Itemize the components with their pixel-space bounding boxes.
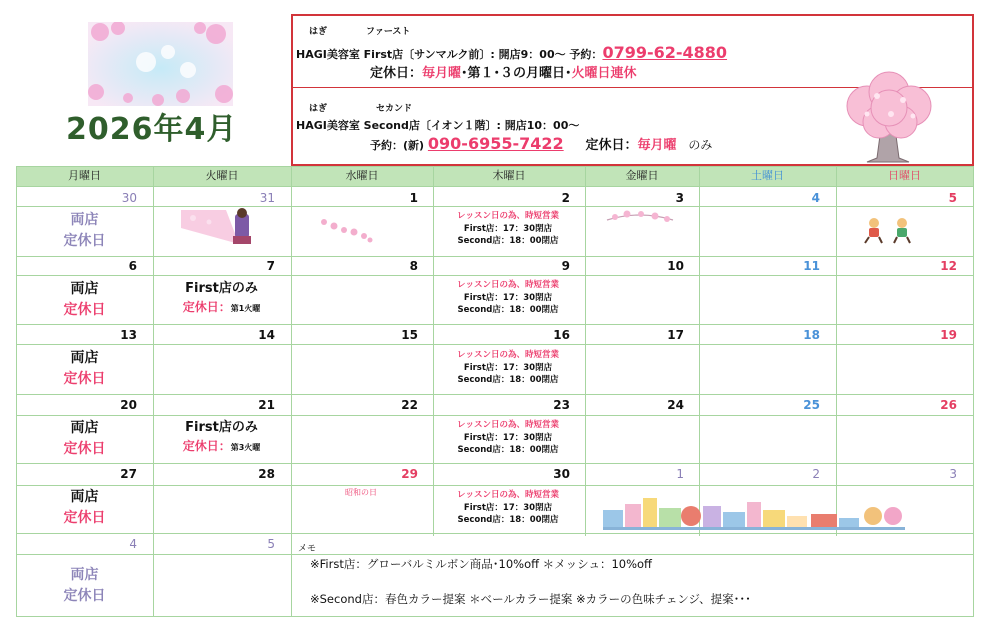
shop1-closed-mid: ･第１･３の月曜日･ xyxy=(461,66,572,81)
children-running-icon xyxy=(862,216,916,244)
day-number: 11 xyxy=(803,259,820,273)
both-closed-note: 両店 定休日 xyxy=(63,281,106,318)
shop1-closed-tail: 火曜日連休 xyxy=(571,66,637,81)
grid-line xyxy=(16,394,973,395)
day-number: 13 xyxy=(120,328,137,342)
shop2-closed-label: 定休日： xyxy=(585,138,638,153)
both-closed-note: 両店 定休日 xyxy=(63,567,106,604)
day-number: 15 xyxy=(401,328,418,342)
grid-line xyxy=(291,166,292,617)
grid-line xyxy=(16,344,973,345)
shop1-furigana-hagi: はぎ xyxy=(309,27,328,37)
day-number: 26 xyxy=(940,398,957,412)
day-number: 24 xyxy=(667,398,684,412)
day-number: 18 xyxy=(803,328,820,342)
holiday-label: 昭和の日 xyxy=(345,488,377,497)
lesson-short-hours-note: レッスン日の為、時短営業 First店：17：30閉店 Second店：18：00閉店 xyxy=(457,211,559,246)
first-only-closed-note: First店のみ 定休日：第3火曜 xyxy=(182,420,261,453)
day-number: 25 xyxy=(803,398,820,412)
memo-label: メモ xyxy=(298,544,317,554)
day-number: 2 xyxy=(812,467,820,481)
grid-line xyxy=(16,533,973,534)
shop1-hours-text: HAGI美容室 First店〔サンマルク前〕: 開店9：00～ 予約： xyxy=(296,48,603,61)
day-number: 12 xyxy=(940,259,957,273)
memo-line-second: ※Second店：春色カラー提案 ＊ベールカラー提案 ※カラーの色味チェンジ、提案･･･ xyxy=(310,592,751,606)
shop1-closed-label: 定休日： xyxy=(370,66,423,81)
day-number: 19 xyxy=(940,328,957,342)
day-number: 4 xyxy=(129,537,137,551)
grid-line xyxy=(16,206,973,207)
calendar-title: 2026年4月 xyxy=(66,112,238,147)
grid-line xyxy=(16,256,973,257)
weekday-wed: 水曜日 xyxy=(345,169,379,182)
day-number: 22 xyxy=(401,398,418,412)
day-number: 29 xyxy=(401,467,418,481)
day-number: 3 xyxy=(949,467,957,481)
weekday-thu: 木曜日 xyxy=(492,169,526,182)
day-number: 4 xyxy=(811,191,820,205)
weekday-sat: 土曜日 xyxy=(751,169,784,182)
stylist-illustration-icon xyxy=(181,208,256,248)
day-number: 27 xyxy=(120,467,137,481)
shop2-closed-value: 毎月曜 xyxy=(637,138,677,153)
shop2-furigana-hagi: はぎ xyxy=(309,104,328,114)
cherry-blossom-image xyxy=(88,22,233,106)
both-closed-note: 両店 定休日 xyxy=(63,350,106,387)
grid-line xyxy=(16,186,973,187)
grid-line xyxy=(16,554,973,555)
day-number: 30 xyxy=(121,191,137,205)
weekday-tue: 火曜日 xyxy=(205,169,239,182)
shop2-phone-link[interactable]: 090-6955-7422 xyxy=(427,134,564,153)
day-number: 5 xyxy=(948,191,957,205)
memo-line-first: ※First店：グローバルミルボン商品･10%off ＊メッシュ：10%off xyxy=(310,557,652,571)
weekday-fri: 金曜日 xyxy=(625,169,659,182)
day-number: 8 xyxy=(409,259,418,273)
grid-line xyxy=(16,415,973,416)
both-closed-note: 両店 定休日 xyxy=(63,420,106,457)
day-number: 30 xyxy=(553,467,570,481)
day-number: 17 xyxy=(667,328,684,342)
day-number: 16 xyxy=(553,328,570,342)
day-number: 23 xyxy=(553,398,570,412)
shop1-info-line xyxy=(296,43,727,62)
shop1-phone-link[interactable]: 0799-62-4880 xyxy=(602,43,728,62)
day-number: 21 xyxy=(258,398,275,412)
grid-line xyxy=(973,166,974,617)
shop1-closed-value: 毎月曜 xyxy=(422,66,462,81)
day-number: 31 xyxy=(259,191,275,205)
day-number: 5 xyxy=(267,537,275,551)
grid-line xyxy=(16,275,973,276)
shop2-reserve-label: 予約：(新) xyxy=(370,139,425,152)
lesson-short-hours-note: レッスン日の為、時短営業 First店：17：30閉店 Second店：18：00閉店 xyxy=(457,420,559,455)
day-number: 1 xyxy=(409,191,418,205)
shop2-hours-text: HAGI美容室 Second店〔イオン１階〕: 開店10：00～ xyxy=(296,119,580,132)
day-number: 28 xyxy=(258,467,275,481)
weekday-mon: 月曜日 xyxy=(68,169,101,182)
shop1-furigana-name: ファースト xyxy=(366,27,411,37)
day-number: 10 xyxy=(667,259,684,273)
day-number: 2 xyxy=(561,191,570,205)
day-number: 14 xyxy=(258,328,275,342)
grid-line xyxy=(16,485,973,486)
lesson-short-hours-note: レッスン日の為、時短営業 First店：17：30閉店 Second店：18：00閉店 xyxy=(457,280,559,315)
grid-line xyxy=(16,324,973,325)
shop2-furigana-name: セカンド xyxy=(376,104,413,114)
day-number: 9 xyxy=(561,259,570,273)
grid-line xyxy=(16,463,973,464)
blossom-branch-icon xyxy=(605,208,675,230)
day-number: 3 xyxy=(675,191,684,205)
shop2-reserve-line xyxy=(370,134,712,153)
day-number: 1 xyxy=(676,467,684,481)
blossom-petals-icon xyxy=(318,216,374,244)
day-number: 20 xyxy=(120,398,137,412)
first-only-closed-note: First店のみ 定休日：第1火曜 xyxy=(182,281,261,314)
day-number: 7 xyxy=(266,259,275,273)
day-number: 6 xyxy=(128,259,137,273)
both-closed-note: 両店 定休日 xyxy=(63,489,106,526)
both-closed-note: 両店 定休日 xyxy=(63,212,106,249)
town-illustration-icon xyxy=(603,494,905,530)
shop1-closed-line xyxy=(370,62,637,81)
weekday-sun: 日曜日 xyxy=(888,169,921,182)
shop2-closed-tail: のみ xyxy=(688,138,713,152)
lesson-short-hours-note: レッスン日の為、時短営業 First店：17：30閉店 Second店：18：00閉店 xyxy=(457,490,559,525)
grid-line xyxy=(16,616,973,617)
lesson-short-hours-note: レッスン日の為、時短営業 First店：17：30閉店 Second店：18：00閉店 xyxy=(457,350,559,385)
cherry-tree-icon xyxy=(837,70,940,164)
